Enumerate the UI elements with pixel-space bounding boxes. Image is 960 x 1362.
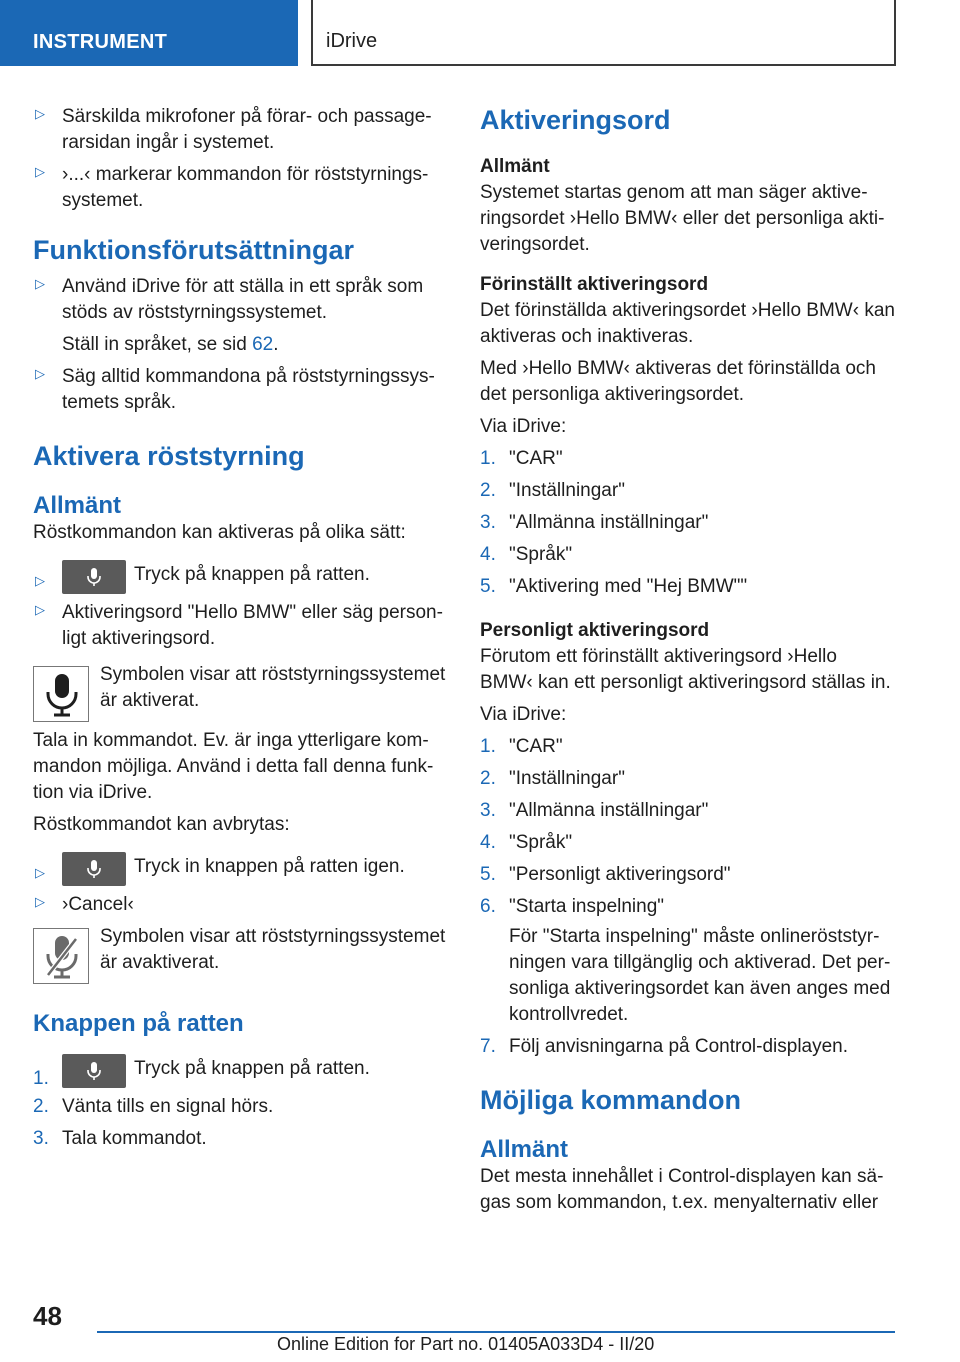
bullet-item: ▷ Tryck på knappen på ratten. bbox=[33, 560, 453, 594]
numbered-list bbox=[480, 734, 900, 1060]
microphone-active-icon bbox=[33, 666, 89, 722]
list-item: 3. "Allmänna inställningar" bbox=[480, 800, 709, 821]
heading-possible-commands: Möjliga kommandon bbox=[480, 1085, 742, 1115]
heading-general: Allmänt bbox=[480, 156, 550, 177]
paragraph: Via iDrive: bbox=[480, 704, 567, 725]
triangle-bullet-icon: ▷ bbox=[35, 573, 45, 588]
triangle-bullet-icon: ▷ bbox=[35, 894, 45, 909]
list-item: 1. "CAR" bbox=[480, 448, 563, 469]
header-section-label: INSTRUMENT bbox=[33, 31, 168, 53]
triangle-bullet-icon: ▷ bbox=[35, 276, 45, 291]
edition-footer: Online Edition for Part no. 01405A033D4 - II/20 bbox=[277, 1334, 655, 1354]
heading-general: Allmänt bbox=[480, 1136, 569, 1163]
paragraph: Tala in kommandot. Ev. är inga ytterligare kom- mandon möjliga. Använd i detta fall denna funk- tion via iDrive. bbox=[33, 730, 434, 803]
right-column bbox=[480, 104, 900, 1216]
bullet-item: ▷ ›...‹ markerar kommandon för röststyrnings- systemet. bbox=[35, 164, 429, 211]
list-item: 7. Följ anvisningarna på Control-displayen. bbox=[480, 1036, 849, 1057]
list-item: 2. "Inställningar" bbox=[480, 768, 625, 789]
triangle-bullet-icon: ▷ bbox=[35, 865, 45, 880]
heading-steering-button: Knappen på ratten bbox=[33, 1010, 244, 1037]
triangle-bullet-icon: ▷ bbox=[35, 366, 45, 381]
header-chapter-tab bbox=[311, 0, 896, 66]
bullet-item: ▷ Aktiveringsord "Hello BMW" eller säg person- ligt aktiveringsord. bbox=[35, 602, 443, 649]
bullet-item: ▷ Använd iDrive för att ställa in ett språk som stöds av röststyrningssystemet. Ställ in språket, se sid 62. bbox=[33, 274, 453, 358]
list-item: 4. "Språk" bbox=[480, 544, 573, 565]
steering-wheel-voice-button-icon bbox=[62, 1054, 126, 1088]
list-item: 1. Tryck på knappen på ratten. bbox=[33, 1054, 453, 1088]
header-section-tab bbox=[0, 0, 298, 66]
bullet-item: ▷ Tryck in knappen på ratten igen. bbox=[33, 852, 453, 886]
page-reference: Ställ in språket, se sid 62. bbox=[62, 334, 279, 355]
paragraph: Röstkommandon kan aktiveras på olika sätt: bbox=[33, 522, 406, 543]
left-column bbox=[33, 104, 453, 1152]
symbol-note-inactive: Symbolen visar att röststyrningssystemet är avaktiverat. bbox=[33, 924, 453, 984]
bullet-item: ▷ Säg alltid kommandona på röststyrningssys- temets språk. bbox=[35, 366, 435, 413]
paragraph: Systemet startas genom att man säger aktive- ringsordet ›Hello BMW‹ eller det personliga akti- veringsordet. bbox=[480, 182, 885, 255]
list-item: 2. Vänta tills en signal hörs. bbox=[33, 1096, 274, 1117]
footer-divider bbox=[97, 1331, 895, 1333]
paragraph: Förutom ett förinställt aktiveringsord ›Hello BMW‹ kan ett personligt aktiveringsord ställas in. bbox=[480, 646, 891, 693]
list-item: 1. "CAR" bbox=[480, 736, 563, 757]
bullet-item: ▷ ›Cancel‹ bbox=[35, 894, 134, 915]
triangle-bullet-icon: ▷ bbox=[35, 164, 45, 179]
steering-wheel-voice-button-icon bbox=[62, 852, 126, 886]
header-chapter-label: iDrive bbox=[326, 30, 378, 52]
list-item: 4. "Språk" bbox=[480, 832, 573, 853]
numbered-list bbox=[480, 446, 900, 600]
bullet-item: ▷ Särskilda mikrofoner på förar- och passage- rarsidan ingår i systemet. bbox=[35, 106, 432, 153]
triangle-bullet-icon: ▷ bbox=[35, 602, 45, 617]
microphone-muted-icon bbox=[33, 928, 89, 984]
heading-activation-word: Aktiveringsord bbox=[480, 105, 671, 135]
heading-activate-voice: Aktivera röststyrning bbox=[33, 441, 305, 471]
page-number: 48 bbox=[33, 1301, 62, 1331]
list-item: 6. "Starta inspelning" För "Starta inspelning" måste onlineröststyr- ningen vara tillgänglig och aktiverad. Det per- sonliga aktiveringsordet kan även anges med kontrollvredet. bbox=[480, 896, 891, 1025]
heading-personal-word: Personligt aktiveringsord bbox=[480, 620, 710, 641]
paragraph: Via iDrive: bbox=[480, 416, 567, 437]
list-item: 3. "Allmänna inställningar" bbox=[480, 512, 709, 533]
page-link[interactable]: 62 bbox=[252, 334, 274, 355]
list-item: 3. Tala kommandot. bbox=[33, 1128, 207, 1149]
steering-wheel-voice-button-icon bbox=[62, 560, 126, 594]
paragraph: Röstkommandot kan avbrytas: bbox=[33, 814, 290, 835]
symbol-note-active: Symbolen visar att röststyrningssystemet är aktiverat. bbox=[33, 662, 453, 722]
triangle-bullet-icon: ▷ bbox=[35, 106, 45, 121]
list-item: 2. "Inställningar" bbox=[480, 480, 625, 501]
list-item: 5. "Personligt aktiveringsord" bbox=[480, 864, 731, 885]
heading-preset-word: Förinställt aktiveringsord bbox=[480, 274, 709, 295]
paragraph: Med ›Hello BMW‹ aktiveras det förinställda och det personliga aktiveringsordet. bbox=[480, 358, 876, 405]
paragraph: Det mesta innehållet i Control-displayen kan sä- gas som kommandon, t.ex. menyalternativ eller bbox=[480, 1166, 884, 1213]
heading-prerequisites: Funktionsförutsättningar bbox=[33, 235, 354, 265]
heading-general: Allmänt bbox=[33, 492, 122, 519]
paragraph: Det förinställda aktiveringsordet ›Hello BMW‹ kan aktiveras och inaktiveras. bbox=[480, 300, 895, 347]
list-item: 5. "Aktivering med "Hej BMW"" bbox=[480, 576, 748, 597]
